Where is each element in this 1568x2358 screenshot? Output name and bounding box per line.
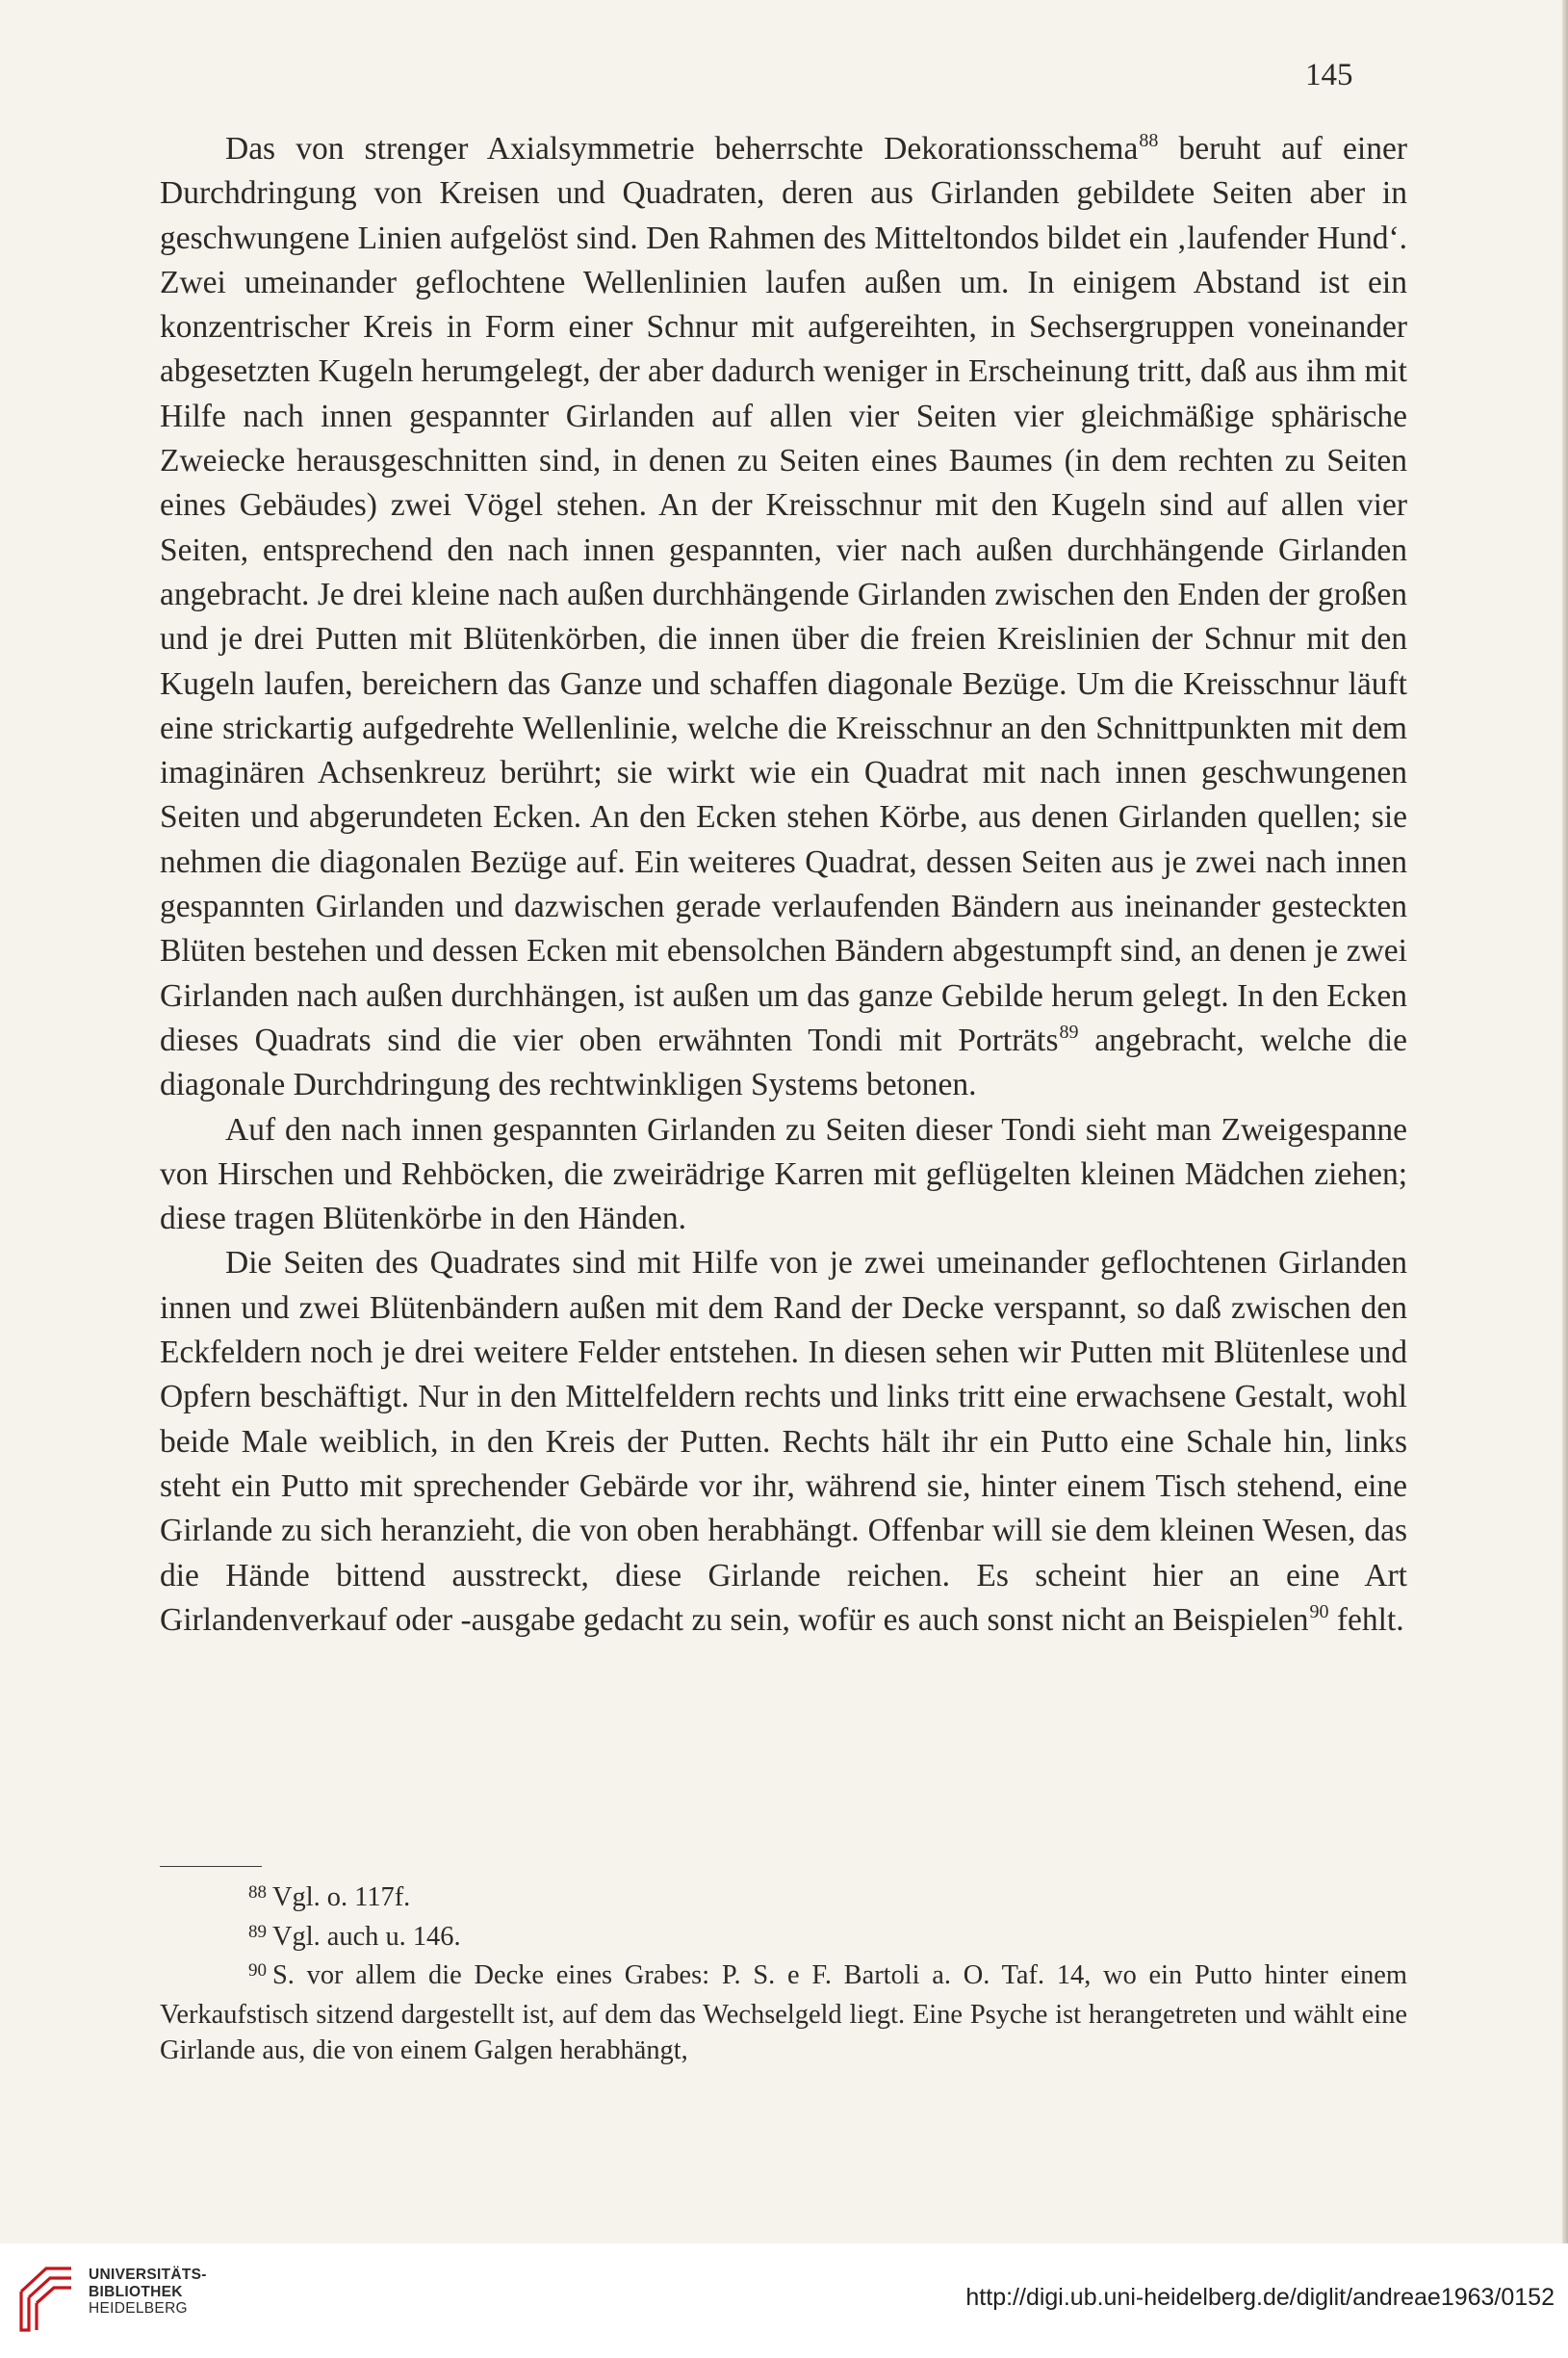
library-city: HEIDELBERG xyxy=(89,2300,188,2317)
body-text xyxy=(160,127,1407,1643)
footnote-rule xyxy=(160,1866,262,1867)
paragraph-text: angebracht, welche die diagonale Durchdringung des rechtwinkligen Systems betonen. xyxy=(160,1022,1407,1103)
page-number: 145 xyxy=(1305,58,1353,92)
page-edge xyxy=(1562,0,1568,2243)
paragraph xyxy=(160,127,1407,1108)
paragraph-text: beruht auf einer Durchdringung von Kreisen und Quadraten, deren aus Girlanden gebildete Seiten aber in geschwungene Linien aufgelöst sind. Den Rahmen des Mitteltondos bildet ein ‚laufender Hund‘. Zwei umeinander geflochtene Wellenlinien laufen außen um. In einigem Abstand ist ein konzentrischer Kreis in Form einer Schnur mit aufgereihten, in Sechsergruppen voneinander abgesetzten Kugeln herumgelegt, der aber dadurch weniger in Erscheinung tritt, daß aus ihm mit Hilfe nach innen gespannter Girlanden auf allen vier Seiten vier gleichmäßige sphärische Zweiecke herausgeschnitten sind, in denen zu Seiten eines Baumes (in dem rechten zu Seiten eines Gebäudes) zwei Vögel stehen. An der Kreisschnur mit den Kugeln sind auf allen vier Seiten, entsprechend den nach innen gespannten, vier nach außen durchhängende Girlanden angebracht. Je drei kleine nach außen durchhängende Girlanden zwischen den Enden der großen und je drei Putten mit Blütenkörben, die innen über die freien Kreislinien der Schnur mit den Kugeln laufen, bereichern das Ganze und schaffen diagonale Bezüge. Um die Kreisschnur läuft eine strickartig aufgedrehte Wellenlinie, welche die Kreisschnur an den Schnittpunkten mit dem imaginären Achsenkreuz berührt; sie wirkt wie ein Quadrat mit nach innen geschwungenen Seiten und abgerundeten Ecken. An den Ecken stehen Körbe, aus denen Girlanden quellen; sie nehmen die diagonalen Bezüge auf. Ein weiteres Quadrat, dessen Seiten aus je zwei nach innen gespannten Girlanden und dazwischen gerade verlaufenden Bändern aus ineinander gesteckten Blüten bestehen und dessen Ecken mit ebensolchen Bändern abgestumpft sind, an denen je zwei Girlanden nach außen durchhängen, ist außen um das ganze Gebilde herum gelegt. In den Ecken dieses Quadrats sind die vier oben erwähnten Tondi mit Porträts xyxy=(160,131,1407,1058)
paragraph-text: Auf den nach innen gespannten Girlanden zu Seiten dieser Tondi sieht man Zweigespanne von Hirschen und Rehböcken, die zweirädrige Karren mit geflügelten kleinen Mädchen ziehen; diese tragen Blütenkörbe in den Händen. xyxy=(160,1111,1407,1237)
footnote xyxy=(160,1919,1407,1958)
footnotes xyxy=(160,1879,1407,2069)
footnote-text: Vgl. o. 117f. xyxy=(272,1882,411,1912)
paragraph-text: fehlt. xyxy=(1328,1601,1404,1638)
footnote-text: S. vor allem die Decke eines Grabes: P. S. e F. Bartoli a. O. Taf. 14, wo ein Putto hinter einem Verkaufstisch sitzend dargestellt ist, auf dem das Wechselgeld liegt. Eine Psyche ist herangetreten und wählt eine Girlande aus, die von einem Galgen herabhängt, xyxy=(160,1960,1407,2066)
library-name xyxy=(89,2267,207,2318)
paragraph-text: Die Seiten des Quadrates sind mit Hilfe von je zwei umeinander geflochtenen Girlanden innen und zwei Blütenbändern außen mit dem Rand der Decke verspannt, so daß zwischen den Eckfeldern noch je drei weitere Felder entstehen. In diesen sehen wir Putten mit Blütenlese und Opfern beschäftigt. Nur in den Mittelfeldern rechts und links tritt eine erwachsene Gestalt, wohl beide Male weiblich, in den Kreis der Putten. Rechts hält ihr ein Putto eine Schale hin, links steht ein Putto mit sprechender Gebärde vor ihr, während sie, hinter einem Tisch stehend, eine Girlande zu sich heranzieht, die von oben herabhängt. Offenbar will sie dem kleinen Wesen, das die Hände bittend ausstreckt, diese Girlande reichen. Es scheint hier an eine Art Girlandenverkauf oder -ausgabe gedacht zu sein, wofür es auch sonst nicht an Beispielen xyxy=(160,1245,1407,1638)
footnote xyxy=(160,1879,1407,1919)
library-logo-icon xyxy=(17,2263,75,2336)
footnote-number: 90 xyxy=(248,1960,267,1982)
library-name-line: BIBLIOTHEK xyxy=(89,2283,183,2300)
footnote-text: Vgl. auch u. 146. xyxy=(272,1921,461,1952)
footnote-number: 89 xyxy=(248,1921,267,1942)
footer-bar xyxy=(0,2243,1568,2358)
footnote-reference: 88 xyxy=(1139,130,1159,151)
footnote-reference: 89 xyxy=(1059,1021,1079,1043)
paragraph xyxy=(160,1241,1407,1643)
footnote-number: 88 xyxy=(248,1882,267,1903)
paragraph-text: Das von strenger Axialsymmetrie beherrschte Dekorationsschema xyxy=(225,131,1139,167)
paragraph xyxy=(160,1108,1407,1242)
footnote xyxy=(160,1957,1407,2069)
footnote-reference: 90 xyxy=(1309,1600,1329,1622)
permalink-url[interactable]: http://digi.ub.uni-heidelberg.de/diglit/andreae1963/0152 xyxy=(965,2284,1555,2311)
library-name-line: UNIVERSITÄTS- xyxy=(89,2267,207,2283)
